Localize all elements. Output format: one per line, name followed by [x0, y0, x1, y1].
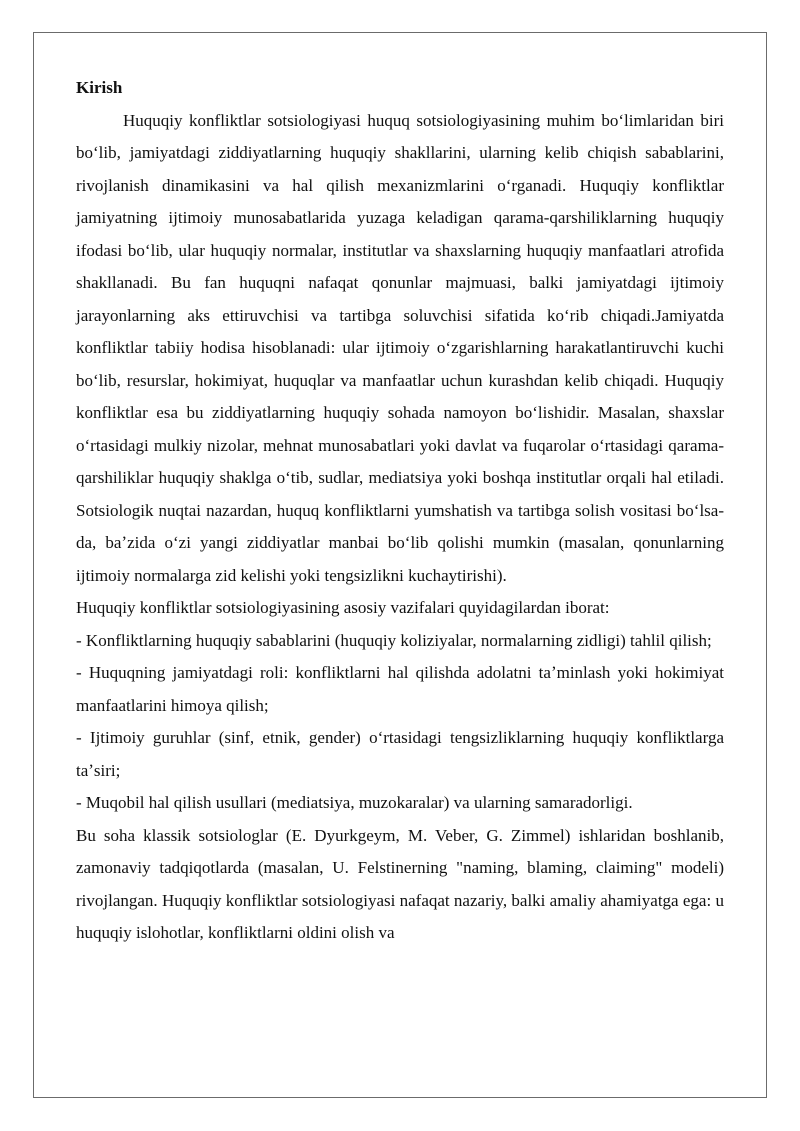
tasks-intro-paragraph: Huquqiy konfliktlar sotsiologiyasining asosiy vazifalari quyidagilardan iborat: — [76, 598, 610, 617]
section-heading: Kirish — [76, 78, 123, 97]
task-item-1: - Konfliktlarning huquqiy sabablarini (huquqiy koliziyalar, normalarning zidligi) tahlil qilish; — [76, 630, 712, 650]
document-body — [76, 72, 724, 950]
task-item-3: - Ijtimoiy guruhlar (sinf, etnik, gender) oʻrtasidagi tengsizliklarning huquqiy konfliktlarga taʼsiri; — [76, 728, 724, 780]
task-item-4: - Muqobil hal qilish usullari (mediatsiya, muzokaralar) va ularning samaradorligi. — [76, 793, 633, 812]
closing-paragraph: Bu soha klassik sotsiologlar (E. Dyurkgeym, M. Veber, G. Zimmel) ishlaridan boshlanib, zamonaviy tadqiqotlarda (masalan, U. Felstinerning "naming, blaming, claiming" modeli) rivojlangan. Huquqiy konfliktlar sotsiologiyasi nafaqat nazariy, balki amaliy ahamiyatga ega: u huquqiy islohotlar, konfliktlarni oldini olish va — [76, 825, 724, 942]
intro-paragraph: Huquqiy konfliktlar sotsiologiyasi huquq sotsiologiyasining muhim boʻlimlaridan biri boʻlib, jamiyatdagi ziddiyatlarning huquqiy shakllarini, ularning kelib chiqish sabablarini, rivojlanish dinamikasini va hal qilish mexanizmlarini oʻrganadi. Huquqiy konfliktlar jamiyatning ijtimoiy munosabatlarida yuzaga keladigan qarama-qarshiliklarning huquqiy ifodasi boʻlib, ular huquqiy normalar, institutlar va shaxslarning huquqiy manfaatlari atrofida shakllanadi. Bu fan huquqni nafaqat qonunlar majmuasi, balki jamiyatdagi ijtimoiy jarayonlarning aks ettiruvchisi va tartibga soluvchisi sifatida koʻrib chiqadi.Jamiyatda konfliktlar tabiiy hodisa hisoblanadi: ular ijtimoiy oʻzgarishlarning harakatlantiruvchi kuchi boʻlib, resurslar, hokimiyat, huquqlar va manfaatlar uchun kurashdan kelib chiqadi. Huquqiy konfliktlar esa bu ziddiyatlarning huquqiy sohada namoyon boʻlishidir. Masalan, shaxslar oʻrtasidagi mulkiy nizolar, mehnat munosabatlari yoki davlat va fuqarolar oʻrtasidagi qarama-qarshiliklar huquqiy shaklga oʻtib, sudlar, mediatsiya yoki boshqa institutlar orqali hal etiladi. Sotsiologik nuqtai nazardan, huquq konfliktlarni yumshatish va tartibga solish vositasi boʻlsa-da, baʼzida oʻzi yangi ziddiyatlar manbai boʻlib qolishi mumkin (masalan, qonunlarning ijtimoiy normalarga zid kelishi yoki tengsizlikni kuchaytirishi). — [76, 110, 724, 585]
task-item-2: - Huquqning jamiyatdagi roli: konfliktlarni hal qilishda adolatni taʼminlash yoki hokimiyat manfaatlarini himoya qilish; — [76, 663, 724, 715]
